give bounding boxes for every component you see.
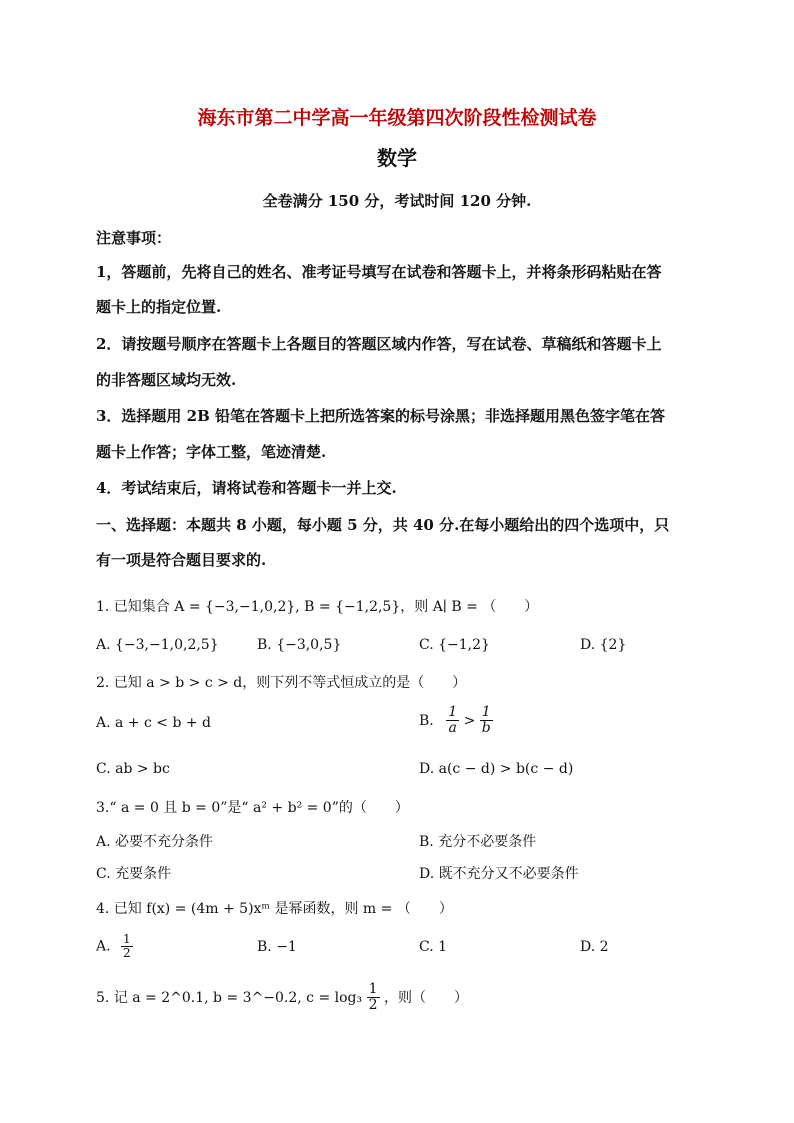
section-1-intro-line-2: 有一项是符合题目要求的. [96, 551, 267, 569]
fraction-denominator: 2 [123, 946, 131, 961]
greater-than-sign: > [463, 712, 476, 729]
exam-title: 海东市第二中学高一年级第四次阶段性检测试卷 [197, 107, 597, 129]
fraction-denominator: b [481, 720, 491, 737]
question-5-text-pre: 5. 记 a = 2^0.1, b = 3^−0.2, c = log₃ [96, 989, 363, 1006]
question-3-stem: 3.“ a = 0 且 b = 0”是“ a² + b² = 0”的（ ） [96, 800, 409, 816]
question-4-option-d: D. 2 [580, 939, 609, 955]
note-3-line-2: 题卡上作答；字体工整，笔迹清楚. [96, 443, 327, 461]
subject-title: 数学 [377, 146, 417, 170]
note-3-line-1: 3．选择题用 2B 铅笔在答题卡上把所选答案的标号涂黑；非选择题用黑色签字笔在答 [96, 407, 666, 425]
fraction-numerator: 1 [368, 981, 378, 997]
section-1-intro-line-1: 一、选择题：本题共 8 小题，每小题 5 分，共 40 分.在每小题给出的四个选项中，只 [96, 516, 670, 534]
fraction-1-over-2 [121, 933, 133, 960]
fraction-1-over-a [446, 705, 459, 737]
fraction-denominator: a [448, 720, 457, 737]
note-1-line-1: 1，答题前，先将自己的姓名、准考证号填写在试卷和答题卡上，并将条形码粘贴在答 [96, 263, 662, 281]
note-4: 4．考试结束后，请将试卷和答题卡一并上交. [96, 479, 397, 497]
question-5-stem [96, 982, 468, 1014]
question-1-option-a: A. {−3,−1,0,2,5} [96, 637, 219, 653]
fraction-numerator: 1 [481, 704, 491, 720]
fraction-numerator: 1 [448, 704, 458, 720]
question-4-option-c: C. 1 [419, 939, 448, 955]
fraction-1-over-2 [367, 982, 380, 1014]
question-2-option-c: C. ab > bc [96, 761, 170, 777]
question-5-text-post: ，则（ ） [383, 989, 468, 1006]
question-4-stem: 4. 已知 f(x) = (4m + 5)xᵐ 是幂函数，则 m = （ ） [96, 901, 453, 917]
fraction-denominator: 2 [368, 997, 378, 1014]
fraction-1-over-b [480, 705, 493, 737]
question-2-stem: 2. 已知 a > b > c > d，则下列不等式恒成立的是（ ） [96, 675, 467, 691]
question-4-option-a-label: A. [96, 938, 111, 955]
note-1-line-2: 题卡上的指定位置. [96, 298, 222, 316]
question-2-option-d: D. a(c − d) > b(c − d) [419, 761, 574, 777]
question-3-option-c: C. 充要条件 [96, 866, 172, 882]
question-1-option-b: B. {−3,0,5} [257, 637, 342, 653]
note-2-line-2: 的非答题区域均无效. [96, 371, 237, 389]
notes-heading: 注意事项： [96, 229, 172, 247]
fraction-numerator: 1 [123, 932, 131, 946]
question-3-option-d: D. 既不充分又不必要条件 [419, 866, 579, 882]
question-2-option-a: A. a + c < b + d [96, 715, 212, 731]
exam-info: 全卷满分 150 分，考试时间 120 分钟. [262, 192, 532, 210]
question-4-option-a [96, 933, 133, 960]
question-3-option-b: B. 充分不必要条件 [419, 834, 537, 850]
question-1-option-c: C. {−1,2} [419, 637, 490, 653]
question-4-option-b: B. −1 [257, 939, 297, 955]
question-1-stem: 1. 已知集合 A = {−3,−1,0,2}, B = {−1,2,5}，则 A∣ B = （ ） [96, 599, 539, 615]
question-2-option-b [419, 705, 493, 737]
question-1-option-d: D. {2} [580, 637, 627, 653]
question-2-option-b-label: B. [419, 712, 434, 729]
question-3-option-a: A. 必要不充分条件 [96, 834, 214, 850]
note-2-line-1: 2．请按题号顺序在答题卡上各题目的答题区域内作答，写在试卷、草稿纸和答题卡上 [96, 335, 662, 353]
